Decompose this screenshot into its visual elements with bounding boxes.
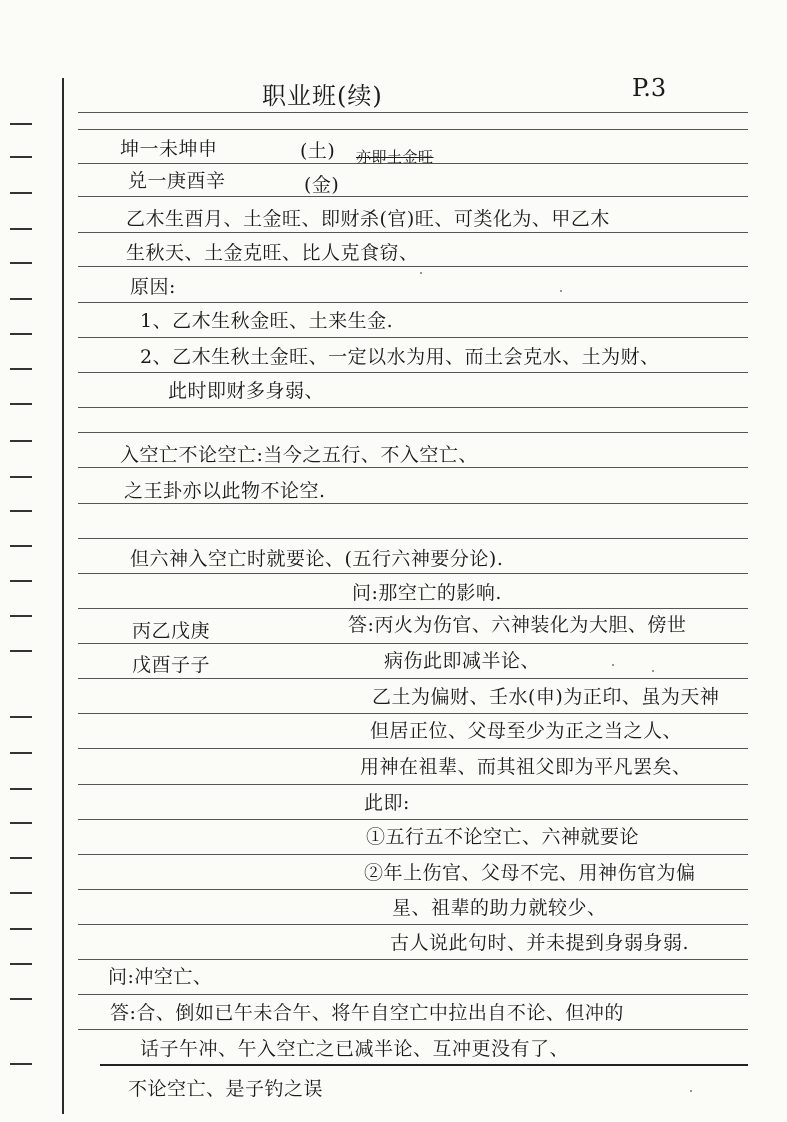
margin-tick bbox=[10, 1063, 32, 1065]
annotation: 亦即土金旺 bbox=[356, 148, 434, 166]
ruled-line bbox=[78, 924, 748, 925]
margin-tick bbox=[10, 928, 32, 930]
text-line: 生秋天、土金克旺、比人克食窃、 bbox=[126, 242, 419, 264]
margin-tick bbox=[10, 615, 32, 617]
margin-tick bbox=[10, 440, 32, 442]
margin-tick bbox=[10, 192, 32, 194]
ruled-line bbox=[78, 372, 748, 373]
margin-tick bbox=[10, 368, 32, 370]
text-line: ②年上伤官、父母不完、用神伤官为偏 bbox=[364, 862, 696, 884]
text-line: (土) bbox=[300, 140, 336, 162]
ruled-line bbox=[78, 784, 748, 785]
margin-tick bbox=[10, 963, 32, 965]
scan-speck bbox=[560, 290, 562, 292]
ruled-line bbox=[78, 232, 748, 233]
ruled-line bbox=[78, 959, 748, 960]
ruled-line bbox=[78, 819, 748, 820]
margin-tick bbox=[10, 788, 32, 790]
margin-tick bbox=[10, 716, 32, 718]
margin-tick bbox=[10, 510, 32, 512]
ruled-line bbox=[78, 337, 748, 338]
ruled-line bbox=[78, 266, 748, 267]
text-line: 病伤此即减半论、 bbox=[384, 650, 541, 672]
page-title: 职业班(续) bbox=[262, 82, 383, 110]
margin-tick bbox=[10, 752, 32, 754]
text-line: 古人说此句时、并未提到身弱身弱. bbox=[390, 932, 690, 954]
margin-tick bbox=[10, 262, 32, 264]
ruled-line bbox=[78, 1029, 748, 1030]
text-line: (金) bbox=[304, 174, 340, 196]
margin-tick bbox=[10, 545, 32, 547]
ruled-line bbox=[78, 467, 748, 468]
margin-tick bbox=[10, 156, 32, 158]
ruled-line bbox=[78, 608, 748, 609]
text-line: ①五行五不论空亡、六神就要论 bbox=[366, 826, 640, 848]
text-line: 答:合、倒如已午未合午、将午自空亡中拉出自不论、但冲的 bbox=[110, 1002, 624, 1024]
text-line: 答:丙火为伤官、六神装化为大胆、傍世 bbox=[348, 614, 687, 636]
ruled-line bbox=[78, 713, 748, 714]
ruled-line bbox=[78, 112, 748, 113]
ruled-line bbox=[78, 538, 748, 539]
ruled-line bbox=[78, 302, 748, 303]
text-line: 星、祖辈的助力就较少、 bbox=[392, 897, 607, 919]
margin-tick bbox=[10, 333, 32, 335]
text-line: 兑一庚酉辛 bbox=[128, 170, 226, 192]
ruled-line bbox=[78, 748, 748, 749]
margin-tick bbox=[10, 998, 32, 1000]
text-line: 用神在祖辈、而其祖父即为平凡罢矣、 bbox=[360, 756, 692, 778]
text-line: 1、乙木生秋金旺、土来生金. bbox=[140, 310, 394, 332]
scan-speck bbox=[652, 670, 654, 672]
text-line: 话子午冲、午入空亡之已减半论、互冲更没有了、 bbox=[140, 1038, 570, 1060]
margin-line bbox=[62, 78, 64, 1114]
text-line: 2、乙木生秋土金旺、一定以水为用、而土会克水、土为财、 bbox=[140, 346, 660, 368]
text-line: 不论空亡、是子钓之误 bbox=[128, 1078, 324, 1100]
ruled-line bbox=[78, 503, 748, 504]
ruled-line bbox=[78, 643, 748, 644]
margin-tick bbox=[10, 892, 32, 894]
margin-tick bbox=[10, 650, 32, 652]
text-line: 原因: bbox=[130, 276, 176, 298]
margin-tick bbox=[10, 298, 32, 300]
text-line: 之王卦亦以此物不论空. bbox=[124, 480, 326, 502]
margin-tick bbox=[10, 580, 32, 582]
scan-speck bbox=[690, 1090, 692, 1092]
text-line: 问:那空亡的影响. bbox=[352, 582, 502, 604]
margin-tick bbox=[10, 123, 32, 125]
ruled-line bbox=[78, 196, 748, 197]
scan-speck bbox=[420, 272, 422, 274]
margin-tick bbox=[10, 822, 32, 824]
margin-tick bbox=[10, 403, 32, 405]
margin-tick bbox=[10, 857, 32, 859]
margin-tick bbox=[10, 476, 32, 478]
ruled-line bbox=[78, 994, 748, 995]
page-number: P.3 bbox=[632, 74, 667, 102]
ruled-line bbox=[100, 1064, 748, 1066]
text-line: 但居正位、父母至少为正之当之人、 bbox=[370, 720, 683, 742]
ruled-line bbox=[78, 407, 748, 408]
text-line: 问:冲空亡、 bbox=[108, 966, 213, 988]
ruled-line bbox=[78, 889, 748, 890]
text-line: 但六神入空亡时就要论、(五行六神要分论). bbox=[130, 548, 504, 570]
text-line: 此即: bbox=[364, 792, 410, 814]
ruled-line bbox=[78, 129, 748, 130]
ruled-line bbox=[78, 854, 748, 855]
text-line: 乙木生酉月、土金旺、即财杀(官)旺、可类化为、甲乙木 bbox=[126, 208, 610, 230]
text-line: 戊酉子子 bbox=[132, 654, 211, 676]
text-line: 坤一未坤申 bbox=[120, 138, 218, 160]
text-line: 入空亡不论空亡:当今之五行、不入空亡、 bbox=[120, 444, 478, 466]
text-line: 丙乙戊庚 bbox=[132, 620, 211, 642]
scan-speck bbox=[612, 664, 614, 666]
margin-tick bbox=[10, 228, 32, 230]
ruled-line bbox=[78, 432, 748, 433]
text-line: 此时即财多身弱、 bbox=[168, 380, 325, 402]
ruled-line bbox=[78, 573, 748, 574]
text-line: 乙土为偏财、壬水(申)为正印、虽为天神 bbox=[372, 686, 720, 708]
ruled-line bbox=[78, 678, 748, 679]
